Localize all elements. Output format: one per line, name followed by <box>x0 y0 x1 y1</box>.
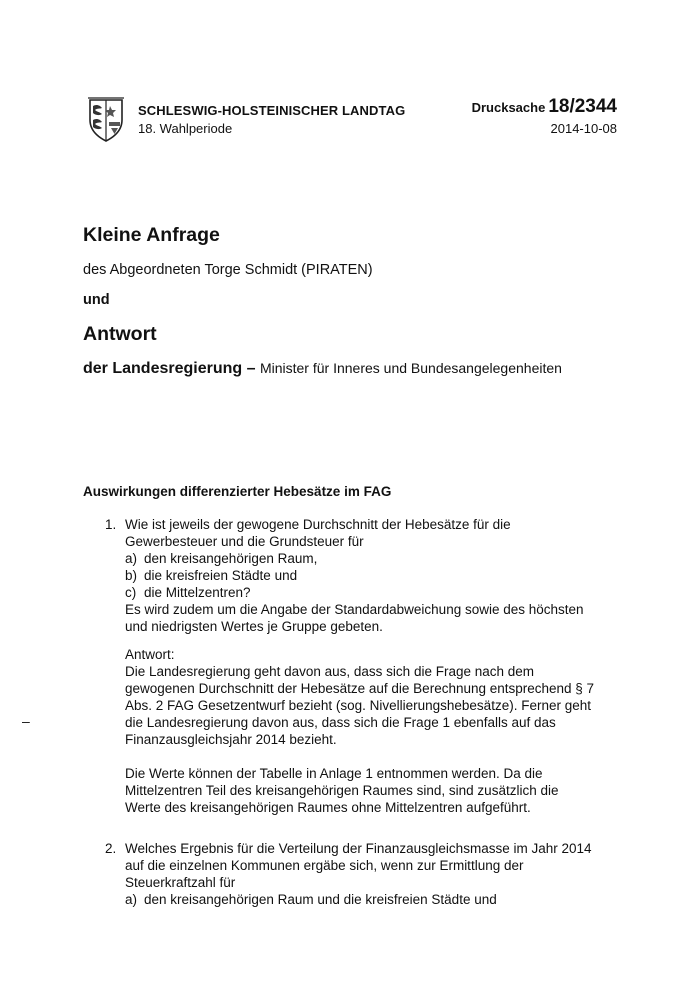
list-item: b) die kreisfreien Städte und <box>125 568 298 583</box>
margin-mark: – <box>22 713 30 729</box>
title-kleine-anfrage: Kleine Anfrage <box>83 224 220 246</box>
answer-1 <box>125 646 594 816</box>
question-1-line: und niedrigsten Wertes je Gruppe gebeten. <box>125 619 383 634</box>
drucksache <box>472 96 617 118</box>
answer-line: Werte des kreisangehörigen Raumes ohne Mittelzentren aufgeführt. <box>125 800 531 815</box>
und-label: und <box>83 292 110 308</box>
drucksache-number: 18/2344 <box>548 96 617 117</box>
question-1-line: Es wird zudem um die Angabe der Standardabweichung sowie des höchsten <box>125 602 584 617</box>
title-antwort: Antwort <box>83 323 157 345</box>
question-2-number: 2. <box>105 841 117 856</box>
government-label: der Landesregierung – <box>83 360 256 377</box>
answer-line: gewogenen Durchschnitt der Hebesätze auf die Berechnung entsprechend § 7 <box>125 681 595 696</box>
question-1 <box>125 516 584 635</box>
question-1-line: Wie ist jeweils der gewogene Durchschnitt der Hebesätze für die <box>125 517 511 532</box>
answer-line: Die Werte können der Tabelle in Anlage 1 entnommen werden. Da die <box>125 766 543 781</box>
election-period: 18. Wahlperiode <box>138 121 233 136</box>
author-line: des Abgeordneten Torge Schmidt (PIRATEN) <box>83 262 373 278</box>
ministry-name: Minister für Inneres und Bundesangelegenheiten <box>259 360 562 376</box>
question-2-line: Steuerkraftzahl für <box>125 875 236 890</box>
list-item: c) die Mittelzentren? <box>125 585 251 600</box>
answer-line: Finanzausgleichsjahr 2014 bezieht. <box>125 732 337 747</box>
section-title: Auswirkungen differenzierter Hebesätze im FAG <box>83 484 392 499</box>
question-2-line: Welches Ergebnis für die Verteilung der Finanzausgleichsmasse im Jahr 2014 <box>125 841 592 856</box>
list-item: a) den kreisangehörigen Raum, <box>125 551 318 566</box>
question-2-line: auf die einzelnen Kommunen ergäbe sich, wenn zur Ermittlung der <box>125 858 524 873</box>
answer-line: Abs. 2 FAG Gesetzentwurf bezieht (sog. Nivellierungshebesätze). Ferner geht <box>125 698 591 713</box>
question-1-number: 1. <box>105 517 117 532</box>
parliament-name: SCHLESWIG-HOLSTEINISCHER LANDTAG <box>138 103 406 118</box>
answer-line: Die Landesregierung geht davon aus, dass sich die Frage nach dem <box>125 664 535 679</box>
document-date: 2014-10-08 <box>550 121 617 136</box>
question-2 <box>125 840 592 908</box>
answer-line: Mittelzentren Teil des kreisangehörigen Raumes sind, sind zusätzlich die <box>125 783 559 798</box>
answer-line: die Landesregierung davon aus, dass sich die Frage 1 ebenfalls auf das <box>125 715 556 730</box>
drucksache-label: Drucksache <box>471 100 546 115</box>
question-1-line: Gewerbesteuer und die Grundsteuer für <box>125 534 364 549</box>
answer-label: Antwort: <box>125 647 175 662</box>
list-item: a) den kreisangehörigen Raum und die kreisfreien Städte und <box>125 892 497 907</box>
coat-of-arms-logo <box>86 96 126 142</box>
government-line <box>83 360 562 378</box>
